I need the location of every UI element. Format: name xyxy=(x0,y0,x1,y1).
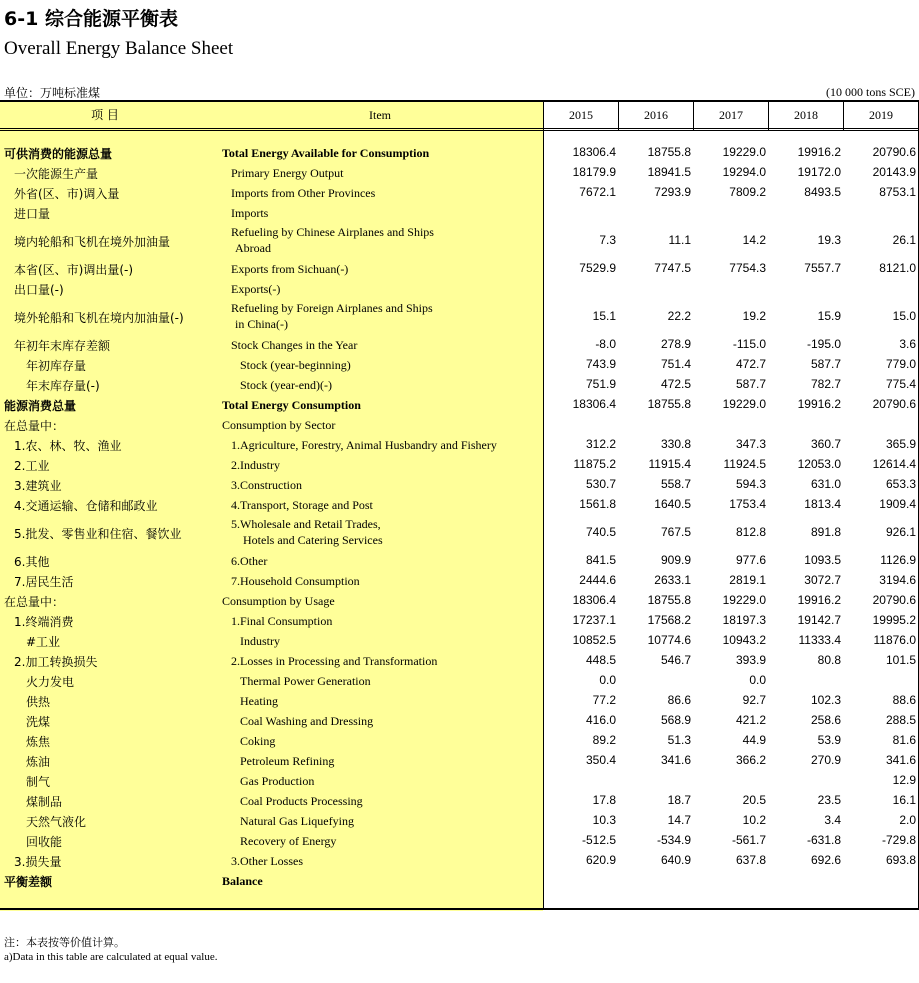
value-cell-2019: 26.1 xyxy=(892,233,916,247)
value-cell-2015: 18306.4 xyxy=(572,397,616,411)
table-row xyxy=(0,851,919,871)
row-label-cn: 在总量中： xyxy=(4,595,65,609)
table-row xyxy=(0,711,919,731)
value-cell-2016: 18755.8 xyxy=(647,397,691,411)
value-cell-2017: 10.2 xyxy=(742,813,766,827)
table-row xyxy=(0,475,919,495)
table-row xyxy=(0,631,919,651)
value-cell-2018: 891.8 xyxy=(810,525,841,539)
value-cell-2017: 18197.3 xyxy=(722,613,766,627)
row-label-en: 6.Other xyxy=(231,554,268,568)
value-cell-2018: 7557.7 xyxy=(804,261,841,275)
value-cell-2017: 19229.0 xyxy=(722,145,766,159)
value-cell-2017: 421.2 xyxy=(735,713,766,727)
row-label-cn: 4.交通运输、仓储和邮政业 xyxy=(14,499,158,513)
value-cell-2015: 18306.4 xyxy=(572,593,616,607)
table-row xyxy=(0,831,919,851)
value-cell-2015: 350.4 xyxy=(585,753,616,767)
row-label-en: Total Energy Available for Consumption xyxy=(222,146,430,160)
value-cell-2019: 779.0 xyxy=(885,357,916,371)
value-cell-2017: 92.7 xyxy=(742,693,766,707)
header-year-2017: 2017 xyxy=(719,108,743,122)
row-label-cn: 本省(区、市)调出量(-) xyxy=(14,263,134,277)
table-row xyxy=(0,495,919,515)
row-label-en: Consumption by Sector xyxy=(222,418,336,432)
value-cell-2018: 15.9 xyxy=(817,309,841,323)
value-cell-2015: 10852.5 xyxy=(572,633,616,647)
value-cell-2019: 3.6 xyxy=(899,337,916,351)
header-year-2019: 2019 xyxy=(869,108,893,122)
row-label-en: 4.Transport, Storage and Post xyxy=(231,498,373,512)
value-cell-2017: 14.2 xyxy=(742,233,766,247)
value-cell-2019: 19995.2 xyxy=(872,613,916,627)
row-label-cn: 天然气液化 xyxy=(26,815,87,829)
value-cell-2015: 751.9 xyxy=(585,377,616,391)
value-cell-2019: 20143.9 xyxy=(872,165,916,179)
row-label-en: Heating xyxy=(240,694,278,708)
unit-label-en: (10 000 tons SCE) xyxy=(825,85,915,99)
table-row xyxy=(0,259,919,279)
row-label-cn: 2.加工转换损失 xyxy=(14,655,98,669)
value-cell-2019: 1909.4 xyxy=(879,497,916,511)
value-cell-2015: 2444.6 xyxy=(579,573,616,587)
value-cell-2018: 3.4 xyxy=(824,813,841,827)
table-row xyxy=(0,223,919,259)
value-cell-2018: 53.9 xyxy=(817,733,841,747)
value-cell-2017: 20.5 xyxy=(742,793,766,807)
value-cell-2017: 812.8 xyxy=(735,525,766,539)
row-label-en: Stock Changes in the Year xyxy=(231,338,358,352)
value-cell-2017: 393.9 xyxy=(735,653,766,667)
row-label-en: Recovery of Energy xyxy=(240,834,337,848)
value-cell-2016: 11.1 xyxy=(668,233,691,247)
row-label-en: Refueling by Foreign Airplanes and Ships xyxy=(231,301,433,315)
value-cell-2016: 278.9 xyxy=(660,337,691,351)
row-label-en: Refueling by Chinese Airplanes and Ships xyxy=(231,225,434,239)
table-row xyxy=(0,871,919,891)
value-cell-2019: 3194.6 xyxy=(879,573,916,587)
header-bottom-rule-2 xyxy=(0,130,919,131)
table-row xyxy=(0,335,919,355)
title-cn: 6-1 综合能源平衡表 xyxy=(4,8,178,30)
row-label-en: Balance xyxy=(222,874,263,888)
unit-label-cn: 单位：万吨标准煤 xyxy=(4,86,101,100)
value-cell-2018: 23.5 xyxy=(817,793,841,807)
value-cell-2019: 81.6 xyxy=(892,733,916,747)
row-label-cn: 可供消费的能源总量 xyxy=(4,147,113,161)
row-label-en: 2.Losses in Processing and Transformation xyxy=(231,654,438,668)
value-cell-2016: 51.3 xyxy=(667,733,691,747)
row-label-cn: 火力发电 xyxy=(26,675,75,689)
value-cell-2018: 360.7 xyxy=(810,437,841,451)
table-row xyxy=(0,551,919,571)
value-cell-2019: 926.1 xyxy=(885,525,916,539)
row-label-cn: 年末库存量(-) xyxy=(26,379,100,393)
value-cell-2016: 18941.5 xyxy=(647,165,691,179)
value-cell-2018: 19916.2 xyxy=(797,593,841,607)
value-cell-2018: 1813.4 xyxy=(804,497,841,511)
value-cell-2015: 18306.4 xyxy=(572,145,616,159)
row-label-cn: 进口量 xyxy=(14,207,51,221)
value-cell-2018: 782.7 xyxy=(810,377,841,391)
row-label-en: Exports(-) xyxy=(231,282,281,296)
value-cell-2015: 7529.9 xyxy=(579,261,616,275)
row-label-cn: 3.损失量 xyxy=(14,855,62,869)
table-row xyxy=(0,671,919,691)
value-cell-2018: 631.0 xyxy=(810,477,841,491)
row-label-cn: 外省(区、市)调入量 xyxy=(14,187,120,201)
value-cell-2016: 10774.6 xyxy=(647,633,691,647)
value-cell-2016: 18755.8 xyxy=(647,593,691,607)
table-row xyxy=(0,299,919,335)
value-cell-2016: 546.7 xyxy=(660,653,691,667)
row-label-cn: 境外轮船和飞机在境内加油量(-) xyxy=(14,311,184,325)
value-cell-2019: 365.9 xyxy=(885,437,916,451)
row-label-en: Coking xyxy=(240,734,276,748)
row-label-en: Coal Products Processing xyxy=(240,794,363,808)
note-cn: 注：本表按等价值计算。 xyxy=(4,936,125,949)
row-label-en: Gas Production xyxy=(240,774,315,788)
value-cell-2015: -512.5 xyxy=(581,833,616,847)
value-cell-2016: 7747.5 xyxy=(654,261,691,275)
table-row xyxy=(0,791,919,811)
value-cell-2017: 19.2 xyxy=(742,309,766,323)
table-row xyxy=(0,455,919,475)
row-label-en: Coal Washing and Dressing xyxy=(240,714,374,728)
value-cell-2016: 17568.2 xyxy=(647,613,691,627)
value-cell-2016: 767.5 xyxy=(660,525,691,539)
value-cell-2015: 11875.2 xyxy=(573,457,616,471)
value-cell-2016: 341.6 xyxy=(660,753,691,767)
value-cell-2016: 568.9 xyxy=(660,713,691,727)
value-cell-2019: 16.1 xyxy=(892,793,916,807)
value-cell-2019: 8121.0 xyxy=(879,261,916,275)
row-label-cn: 1.农、林、牧、渔业 xyxy=(14,439,122,453)
value-cell-2015: 740.5 xyxy=(585,525,616,539)
value-cell-2018: 19916.2 xyxy=(797,397,841,411)
row-label-en: 5.Wholesale and Retail Trades, xyxy=(231,517,381,531)
value-cell-2017: -561.7 xyxy=(731,833,766,847)
row-label-en: 3.Construction xyxy=(231,478,302,492)
row-label-cn: 3.建筑业 xyxy=(14,479,62,493)
table-row xyxy=(0,751,919,771)
table-row xyxy=(0,279,919,299)
table-row xyxy=(0,811,919,831)
row-label-cn: 1.终端消费 xyxy=(14,615,74,629)
row-label-en-continued: in China(-) xyxy=(235,317,288,331)
table-row xyxy=(0,691,919,711)
value-cell-2017: 19294.0 xyxy=(722,165,766,179)
row-label-en: 2.Industry xyxy=(231,458,280,472)
row-label-cn: 能源消费总量 xyxy=(4,399,77,413)
value-cell-2015: 416.0 xyxy=(585,713,616,727)
value-cell-2018: 8493.5 xyxy=(804,185,841,199)
header-item-en: Item xyxy=(369,108,391,122)
value-cell-2018: 19142.7 xyxy=(797,613,841,627)
row-label-cn: 平衡差额 xyxy=(4,875,53,889)
table-row xyxy=(0,355,919,375)
row-label-cn: 制气 xyxy=(26,775,51,789)
value-cell-2017: 587.7 xyxy=(735,377,766,391)
value-cell-2015: -8.0 xyxy=(595,337,616,351)
value-cell-2019: 288.5 xyxy=(885,713,916,727)
value-cell-2016: 11915.4 xyxy=(648,457,691,471)
header-item-cn: 项 目 xyxy=(91,108,119,122)
value-cell-2016: 18.7 xyxy=(667,793,691,807)
value-cell-2017: 44.9 xyxy=(742,733,766,747)
row-label-en: 1.Final Consumption xyxy=(231,614,333,628)
value-cell-2017: 19229.0 xyxy=(722,397,766,411)
row-label-cn: 回收能 xyxy=(26,835,63,849)
value-cell-2018: 12053.0 xyxy=(797,457,841,471)
value-cell-2017: 7754.3 xyxy=(729,261,766,275)
value-cell-2016: 22.2 xyxy=(667,309,691,323)
value-cell-2016: 18755.8 xyxy=(647,145,691,159)
table-row xyxy=(0,591,919,611)
energy-balance-table xyxy=(0,100,919,911)
value-cell-2017: 1753.4 xyxy=(729,497,766,511)
value-cell-2018: 258.6 xyxy=(810,713,841,727)
row-label-en: Natural Gas Liquefying xyxy=(240,814,354,828)
value-cell-2015: 7672.1 xyxy=(579,185,616,199)
value-cell-2018: 80.8 xyxy=(817,653,841,667)
value-cell-2017: 11924.5 xyxy=(723,457,766,471)
row-label-en: 1.Agriculture, Forestry, Animal Husbandry and Fishery xyxy=(231,438,497,452)
value-cell-2018: -631.8 xyxy=(806,833,841,847)
value-cell-2016: 472.5 xyxy=(660,377,691,391)
value-cell-2016: 909.9 xyxy=(660,553,691,567)
value-cell-2015: 77.2 xyxy=(592,693,616,707)
row-label-en: Thermal Power Generation xyxy=(240,674,371,688)
row-label-cn: 2.工业 xyxy=(14,459,50,473)
row-label-en-continued: Abroad xyxy=(235,241,271,255)
value-cell-2019: 8753.1 xyxy=(879,185,916,199)
value-cell-2017: 347.3 xyxy=(735,437,766,451)
table-row xyxy=(0,571,919,591)
value-cell-2019: -729.8 xyxy=(881,833,916,847)
value-cell-2015: 15.1 xyxy=(592,309,616,323)
value-cell-2015: 0.0 xyxy=(599,673,616,687)
table-row xyxy=(0,731,919,751)
table-row xyxy=(0,771,919,791)
value-cell-2017: 472.7 xyxy=(735,357,766,371)
value-cell-2017: 637.8 xyxy=(735,853,766,867)
value-cell-2019: 2.0 xyxy=(899,813,916,827)
value-cell-2018: 102.3 xyxy=(810,693,841,707)
value-cell-2016: 2633.1 xyxy=(654,573,691,587)
value-cell-2016: 14.7 xyxy=(667,813,691,827)
value-cell-2015: 620.9 xyxy=(585,853,616,867)
value-cell-2015: 89.2 xyxy=(592,733,616,747)
row-label-en: Imports xyxy=(231,206,269,220)
row-label-cn: 境内轮船和飞机在境外加油量 xyxy=(14,235,171,249)
table-bottom-rule xyxy=(0,908,919,910)
row-label-cn: 供热 xyxy=(26,695,51,709)
value-cell-2018: 19.3 xyxy=(817,233,841,247)
row-label-cn: 7.居民生活 xyxy=(14,575,74,589)
table-row xyxy=(0,651,919,671)
value-cell-2015: 17237.1 xyxy=(572,613,616,627)
row-label-cn: 6.其他 xyxy=(14,555,50,569)
value-cell-2018: 270.9 xyxy=(810,753,841,767)
row-label-cn: 在总量中： xyxy=(4,419,65,433)
value-cell-2016: -534.9 xyxy=(656,833,691,847)
row-label-cn: #工业 xyxy=(26,635,61,649)
row-label-cn: 一次能源生产量 xyxy=(14,167,99,181)
value-cell-2017: -115.0 xyxy=(732,337,766,351)
table-row xyxy=(0,515,919,551)
value-cell-2017: 366.2 xyxy=(735,753,766,767)
value-cell-2017: 7809.2 xyxy=(729,185,766,199)
table-row xyxy=(0,183,919,203)
header-year-2015: 2015 xyxy=(569,108,593,122)
row-label-cn: 年初库存量 xyxy=(26,359,87,373)
row-label-en: Petroleum Refining xyxy=(240,754,335,768)
value-cell-2019: 693.8 xyxy=(885,853,916,867)
value-cell-2015: 17.8 xyxy=(592,793,616,807)
value-cell-2019: 15.0 xyxy=(892,309,916,323)
value-cell-2017: 19229.0 xyxy=(722,593,766,607)
header-year-2016: 2016 xyxy=(644,108,668,122)
value-cell-2017: 977.6 xyxy=(735,553,766,567)
value-cell-2016: 640.9 xyxy=(660,853,691,867)
row-label-en: 7.Household Consumption xyxy=(231,574,360,588)
value-cell-2018: 3072.7 xyxy=(804,573,841,587)
row-label-cn: 炼焦 xyxy=(26,735,51,749)
row-label-en-continued: Hotels and Catering Services xyxy=(243,533,383,547)
value-cell-2015: 1561.8 xyxy=(579,497,616,511)
row-label-cn: 年初年末库存差额 xyxy=(14,339,111,353)
value-cell-2019: 775.4 xyxy=(885,377,916,391)
value-cell-2018: 19916.2 xyxy=(797,145,841,159)
table-row xyxy=(0,375,919,395)
value-cell-2017: 2819.1 xyxy=(729,573,766,587)
value-cell-2019: 20790.6 xyxy=(872,145,916,159)
table-row xyxy=(0,415,919,435)
value-cell-2016: 7293.9 xyxy=(654,185,691,199)
header-year-2018: 2018 xyxy=(794,108,818,122)
row-label-en: Primary Energy Output xyxy=(231,166,344,180)
value-cell-2019: 341.6 xyxy=(885,753,916,767)
value-cell-2016: 1640.5 xyxy=(654,497,691,511)
table-row xyxy=(0,143,919,163)
value-cell-2019: 12614.4 xyxy=(872,457,916,471)
header-bottom-rule xyxy=(0,128,919,129)
value-cell-2015: 18179.9 xyxy=(572,165,616,179)
row-label-en: Stock (year-beginning) xyxy=(240,358,351,372)
row-label-cn: 炼油 xyxy=(26,755,51,769)
row-label-en: Imports from Other Provinces xyxy=(231,186,376,200)
value-cell-2015: 312.2 xyxy=(585,437,616,451)
table-row xyxy=(0,611,919,631)
value-cell-2019: 88.6 xyxy=(892,693,916,707)
table-row xyxy=(0,163,919,183)
value-cell-2019: 1126.9 xyxy=(880,553,916,567)
table-row xyxy=(0,203,919,223)
value-cell-2018: -195.0 xyxy=(806,337,841,351)
value-cell-2015: 10.3 xyxy=(592,813,616,827)
table-row xyxy=(0,395,919,415)
value-cell-2015: 841.5 xyxy=(585,553,616,567)
value-cell-2019: 12.9 xyxy=(892,773,916,787)
row-label-cn: 5.批发、零售业和住宿、餐饮业 xyxy=(14,527,182,541)
value-cell-2017: 0.0 xyxy=(749,673,766,687)
note-en: a)Data in this table are calculated at equal value. xyxy=(4,951,218,963)
table-row xyxy=(0,435,919,455)
value-cell-2017: 594.3 xyxy=(735,477,766,491)
value-cell-2019: 11876.0 xyxy=(873,633,916,647)
row-label-en: 3.Other Losses xyxy=(231,854,303,868)
value-cell-2018: 19172.0 xyxy=(797,165,841,179)
value-cell-2015: 448.5 xyxy=(585,653,616,667)
value-cell-2016: 558.7 xyxy=(660,477,691,491)
value-cell-2018: 587.7 xyxy=(810,357,841,371)
row-label-en: Total Energy Consumption xyxy=(222,398,361,412)
row-label-cn: 煤制品 xyxy=(26,795,63,809)
row-label-en: Exports from Sichuan(-) xyxy=(231,262,349,276)
value-cell-2018: 11333.4 xyxy=(798,633,841,647)
row-label-cn: 洗煤 xyxy=(26,715,51,729)
value-cell-2016: 751.4 xyxy=(660,357,691,371)
value-cell-2016: 330.8 xyxy=(660,437,691,451)
value-cell-2019: 20790.6 xyxy=(872,593,916,607)
row-label-cn: 出口量(-) xyxy=(14,283,64,297)
value-cell-2019: 101.5 xyxy=(885,653,916,667)
value-cell-2019: 653.3 xyxy=(885,477,916,491)
value-cell-2015: 743.9 xyxy=(585,357,616,371)
value-cell-2015: 7.3 xyxy=(599,233,616,247)
value-cell-2017: 10943.2 xyxy=(722,633,766,647)
value-cell-2018: 1093.5 xyxy=(804,553,841,567)
value-cell-2018: 692.6 xyxy=(810,853,841,867)
row-label-en: Consumption by Usage xyxy=(222,594,335,608)
value-cell-2015: 530.7 xyxy=(585,477,616,491)
value-cell-2019: 20790.6 xyxy=(872,397,916,411)
row-label-en: Industry xyxy=(240,634,280,648)
title-en: Overall Energy Balance Sheet xyxy=(4,38,234,59)
row-label-en: Stock (year-end)(-) xyxy=(240,378,333,392)
value-cell-2016: 86.6 xyxy=(667,693,691,707)
